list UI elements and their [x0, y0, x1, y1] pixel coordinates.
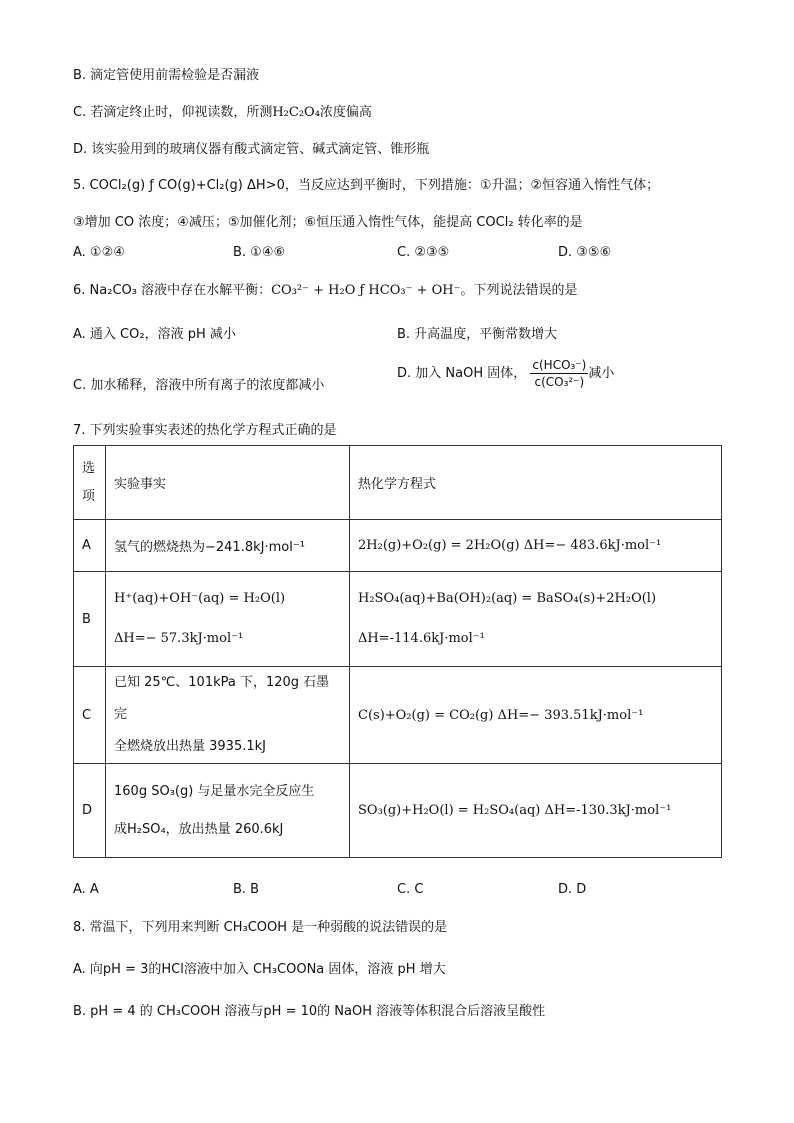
table-row [74, 572, 722, 667]
row-c-fact [106, 667, 350, 764]
q8-option-b: B. pH = 4 的 CH₃COOH 溶液与pH = 10的 NaOH 溶液等体积混合后溶液呈酸性 [73, 1004, 546, 1019]
table-row [74, 764, 722, 858]
row-a-equation: 2H₂(g)+O₂(g) = 2H₂O(g) ΔH=− 483.6kJ·mol⁻¹ [350, 520, 722, 572]
row-d-option: D [74, 764, 106, 858]
q7-option-b: B. B [233, 882, 260, 897]
row-b-equation [350, 572, 722, 667]
row-a-fact: 氢气的燃烧热为−241.8kJ·mol⁻¹ [106, 520, 350, 572]
q5-option-d: D. ③⑤⑥ [558, 245, 612, 260]
table-row [74, 520, 722, 572]
q4-option-c-pre: C. 若滴定终止时，仰视读数，所测 [73, 105, 273, 120]
q4-option-c-post: 浓度偏高 [319, 105, 372, 120]
q6-option-d [397, 358, 614, 389]
header-fact: 实验事实 [106, 446, 350, 520]
row-d-fact [106, 764, 350, 858]
row-b-option: B [74, 572, 106, 667]
q4-option-d: D. 该实验用到的玻璃仪器有酸式滴定管、碱式滴定管、锥形瓶 [73, 142, 430, 157]
row-c-fact-line1: 已知 25℃、101kPa 下，120g 石墨完 [114, 675, 330, 722]
row-c-option: C [74, 667, 106, 764]
q5-option-b: B. ①④⑥ [233, 245, 286, 260]
row-d-fact-line1: 160g SO₃(g) 与足量水完全反应生 [114, 783, 315, 799]
q6-fraction-numerator: c(HCO₃⁻) [532, 358, 587, 372]
q8-option-a: A. 向pH = 3的HCl溶液中加入 CH₃COONa 固体，溶液 pH 增大 [73, 962, 446, 977]
row-a-option: A [74, 520, 106, 572]
row-c-fact-line2: 全燃烧放出热量 3935.1kJ [114, 739, 266, 754]
table-row [74, 667, 722, 764]
q7-option-a: A. A [73, 882, 99, 897]
q6-option-a: A. 通入 CO₂，溶液 pH 减小 [73, 327, 236, 342]
table-header-row [74, 446, 722, 520]
row-d-equation: SO₃(g)+H₂O(l) = H₂SO₄(aq) ΔH=-130.3kJ·mol⁻¹ [350, 764, 722, 858]
q7-option-c: C. C [397, 882, 424, 897]
q8-stem: 8. 常温下，下列用来判断 CH₃COOH 是一种弱酸的说法错误的是 [73, 920, 448, 935]
q7-option-d: D. D [558, 882, 587, 897]
q6-option-b: B. 升高温度，平衡常数增大 [397, 327, 558, 342]
q7-table [73, 445, 722, 858]
q6-fraction-denominator: c(CO₃²⁻) [534, 375, 585, 389]
q6-option-d-fraction [530, 358, 588, 389]
q6-option-c: C. 加水稀释，溶液中所有离子的浓度都减小 [73, 378, 325, 393]
q6-stem-equation: CO₃²⁻ + H₂O ƒ HCO₃⁻ + OH⁻ [271, 283, 461, 298]
q5-option-c: C. ②③⑤ [397, 245, 450, 260]
q4-option-b: B. 滴定管使用前需检验是否漏液 [73, 68, 260, 83]
q6-stem [73, 282, 577, 300]
row-b-fact [106, 572, 350, 667]
q4-option-c-chem: H₂C₂O₄ [272, 105, 320, 120]
q4-option-c [73, 104, 372, 122]
row-d-fact-line2: 成H₂SO₄，放出热量 260.6kJ [114, 821, 284, 837]
q5-stem-line1: 5. COCl₂(g) ƒ CO(g)+Cl₂(g) ΔH>0，当反应达到平衡时，下列措施：①升温；②恒容通入惰性气体； [73, 178, 660, 193]
row-b-equation-line1: H₂SO₄(aq)+Ba(OH)₂(aq) = BaSO₄(s)+2H₂O(l) [358, 591, 657, 606]
row-b-equation-line2: ΔH=-114.6kJ·mol⁻¹ [358, 631, 485, 646]
header-option: 选项 [74, 446, 106, 520]
q6-stem-post: 。下列说法错误的是 [460, 283, 578, 298]
q5-stem-line2: ③增加 CO 浓度；④减压；⑤加催化剂；⑥恒压通入惰性气体，能提高 COCl₂ 转化率的是 [73, 215, 583, 230]
q7-stem: 7. 下列实验事实表述的热化学方程式正确的是 [73, 423, 337, 438]
q5-option-a: A. ①②④ [73, 245, 125, 260]
q6-stem-pre: 6. Na₂CO₃ 溶液中存在水解平衡： [73, 283, 272, 298]
row-c-equation: C(s)+O₂(g) = CO₂(g) ΔH=− 393.51kJ·mol⁻¹ [350, 667, 722, 764]
header-equation: 热化学方程式 [350, 446, 722, 520]
q6-option-d-post: 减小 [588, 366, 615, 381]
row-b-fact-line1: H⁺(aq)+OH⁻(aq) = H₂O(l) [114, 591, 286, 606]
q6-option-d-pre: D. 加入 NaOH 固体， [397, 366, 527, 381]
row-b-fact-line2: ΔH=− 57.3kJ·mol⁻¹ [114, 631, 244, 646]
